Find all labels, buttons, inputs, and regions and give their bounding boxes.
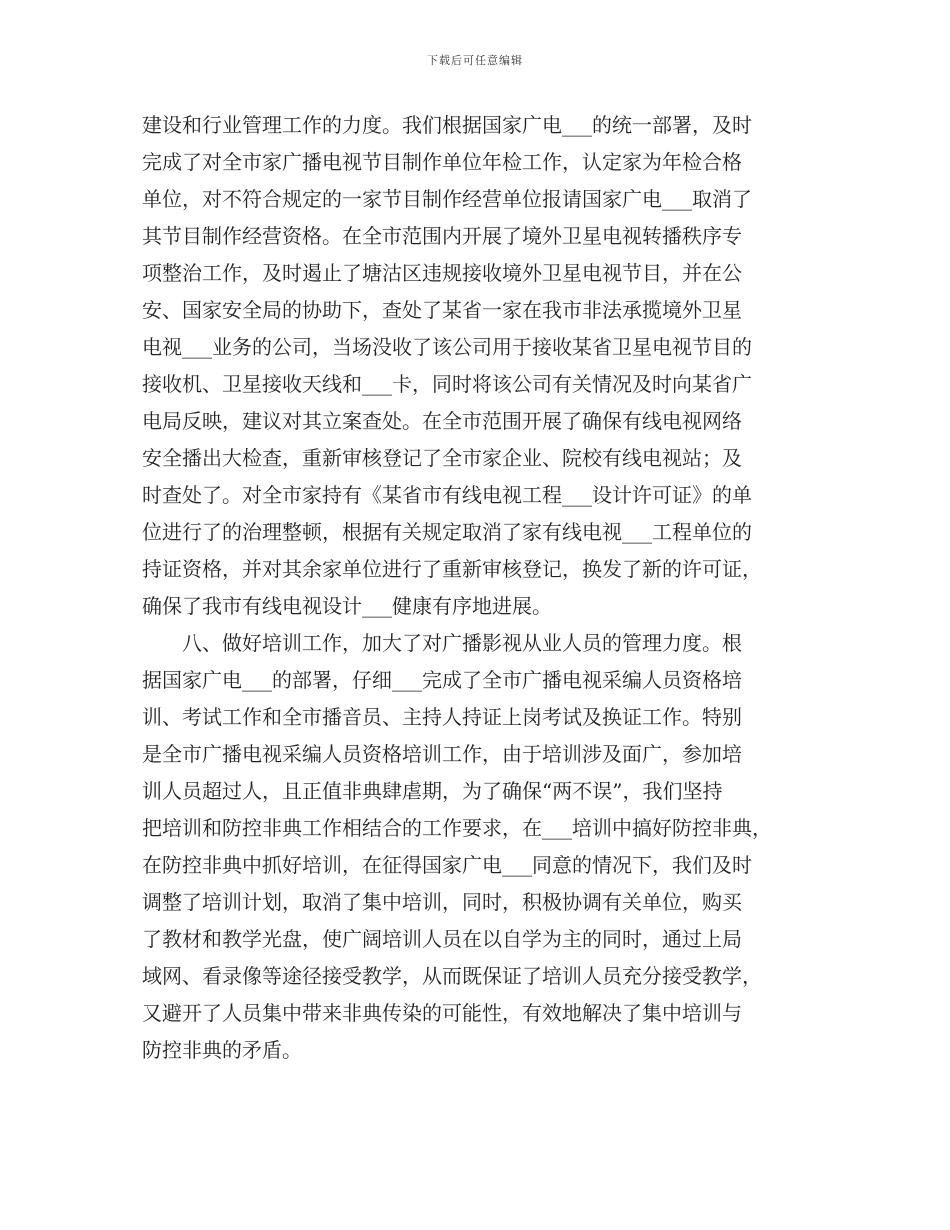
text-line: 据国家广电___的部署，仔细___完成了全市广播电视采编人员资格培 bbox=[142, 668, 742, 692]
text-line: 防控非典的矛盾。 bbox=[142, 1038, 302, 1062]
text-line: 建设和行业管理工作的力度。我们根据国家广电___的统一部署，及时 bbox=[142, 113, 752, 137]
text-line: 完成了对全市家广播电视节目制作单位年检工作，认定家为年检合格 bbox=[142, 150, 742, 174]
text-line: 又避开了人员集中带来非典传染的可能性，有效地解决了集中培训与 bbox=[142, 1001, 742, 1025]
text-line: 其节目制作经营资格。在全市范围内开展了境外卫星电视转播秩序专 bbox=[142, 224, 742, 248]
paragraph-2 bbox=[142, 625, 812, 1069]
text-line: 了教材和教学光盘，使广阔培训人员在以自学为主的同时，通过上局 bbox=[142, 927, 742, 951]
document-body bbox=[142, 107, 812, 1069]
paragraph-1 bbox=[142, 107, 812, 625]
text-line: 电视___业务的公司，当场没收了该公司用于接收某省卫星电视节目的 bbox=[142, 335, 752, 359]
text-line: 确保了我市有线电视设计___健康有序地进展。 bbox=[142, 594, 552, 618]
text-line: 安、国家安全局的协助下，查处了某省一家在我市非法承揽境外卫星 bbox=[142, 298, 742, 322]
text-line: 调整了培训计划，取消了集中培训，同时，积极协调有关单位，购买 bbox=[142, 890, 742, 914]
text-line: 项整治工作，及时遏止了塘沽区违规接收境外卫星电视节目，并在公 bbox=[142, 261, 742, 285]
text-line: 把培训和防控非典工作相结合的工作要求，在___培训中搞好防控非典， bbox=[142, 816, 772, 840]
text-line: 安全播出大检查，重新审核登记了全市家企业、院校有线电视站；及 bbox=[142, 446, 742, 470]
text-line: 电局反映，建议对其立案查处。在全市范围开展了确保有线电视网络 bbox=[142, 409, 742, 433]
text-line: 位进行了的治理整顿，根据有关规定取消了家有线电视___工程单位的 bbox=[142, 520, 752, 544]
text-line: 持证资格，并对其余家单位进行了重新审核登记，换发了新的许可证， bbox=[142, 557, 762, 581]
text-line: 是全市广播电视采编人员资格培训工作，由于培训涉及面广，参加培 bbox=[142, 742, 742, 766]
text-line: 训、考试工作和全市播音员、主持人持证上岗考试及换证工作。特别 bbox=[142, 705, 742, 729]
text-line: 八、做好培训工作，加大了对广播影视从业人员的管理力度。根 bbox=[182, 631, 742, 655]
text-line: 域网、看录像等途径接受教学，从而既保证了培训人员充分接受教学， bbox=[142, 964, 762, 988]
text-line: 时查处了。对全市家持有《某省市有线电视工程___设计许可证》的单 bbox=[142, 483, 752, 507]
text-line: 在防控非典中抓好培训，在征得国家广电___同意的情况下，我们及时 bbox=[142, 853, 752, 877]
text-line: 训人员超过人，且正值非典肆虐期，为了确保“两不误”，我们坚持 bbox=[142, 779, 723, 803]
page-header: 下载后可任意编辑 bbox=[427, 54, 523, 67]
text-line: 单位，对不符合规定的一家节目制作经营单位报请国家广电___取消了 bbox=[142, 187, 752, 211]
text-line: 接收机、卫星接收天线和___卡，同时将该公司有关情况及时向某省广 bbox=[142, 372, 752, 396]
